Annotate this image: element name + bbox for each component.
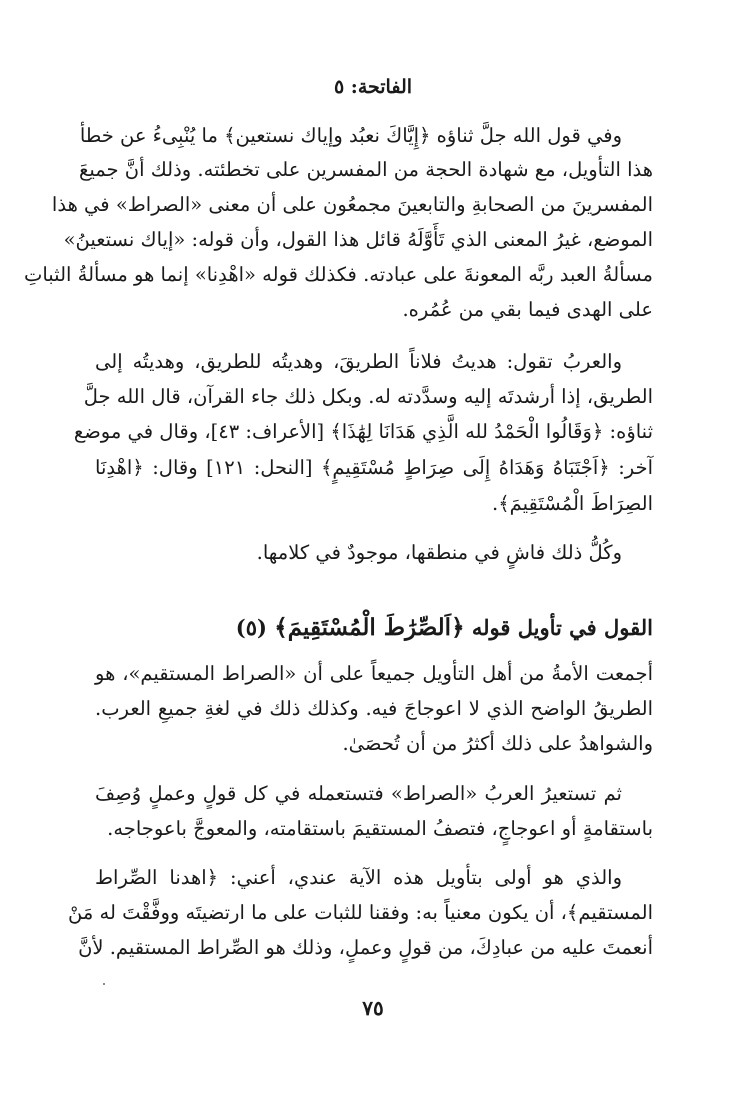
section-heading (236, 614, 653, 641)
text-line: الطريق، إذا أرشدتَه إليه وسدَّدته له. وبكل ذلك جاء القرآن، قال الله جلَّ (83, 385, 653, 408)
text-line: مسألةُ العبد ربَّه المعونةَ على عبادته. فكذلك قوله «اهْدِنا» إنما هو مسألةُ الثباتِ (24, 263, 653, 286)
text-line: والذي هو أولى بتأويل هذه الآية عندي، أعني: ﴿اهدنا الصِّراط (95, 866, 622, 889)
print-speck (103, 983, 105, 985)
heading-quran-text: ﴿اَلصِّرَٰطَ الْمُسْتَقِيمَ﴾ (274, 614, 465, 641)
text-line: وكُلُّ ذلك فاشٍ في منطقها، موجودٌ في كلامها. (256, 541, 622, 564)
text-line: المفسرينَ من الصحابةِ والتابعينَ مجمعُون على أن معنى «الصراط» في هذا (51, 193, 653, 216)
text-line: والشواهدُ على ذلك أكثرُ من أن تُحصَىٰ. (342, 732, 653, 755)
text-line: ثناؤه: ﴿وَقَالُوا الْحَمْدُ لله الَّذِي هَدَانَا لِهَٰذَا﴾ [الأعراف: ٤٣]، وقال في موضع (73, 420, 653, 443)
text-line: باستقامةٍ أو اعوجاجٍ، فتصفُ المستقيمَ باستقامته، والمعوجَّ باعوجاجه. (107, 817, 653, 840)
running-header: الفاتحة: ٥ (333, 76, 413, 98)
text-line: وفي قول الله جلَّ ثناؤه ﴿إِيَّاكَ نعبُد وإياك نستعين﴾ ما يُنْبِىءُ عن خطأ (79, 124, 622, 147)
text-line: والعربُ تقول: هديتُ فلاناً الطريقَ، وهديتُه للطريق، وهديتُه إلى (95, 350, 622, 373)
text-line: الطريقُ الواضح الذي لا اعوجاجَ فيه. وكذلك ذلك في لغةِ جميعِ العرب. (95, 697, 653, 720)
text-line: على الهدى فيما بقي من عُمُره. (402, 298, 653, 321)
text-line: الصِرَاطَ الْمُسْتَقِيمَ﴾. (492, 492, 653, 515)
text-line: المستقيم﴾، أن يكون معنياً به: وفقنا للثبات على ما ارتضيتَه ووفَّقْتَ له مَنْ (68, 901, 653, 924)
text-line: ثم تستعيرُ العربُ «الصراط» فتستعمله في كل قولٍ وعملٍ وُصِفَ (95, 782, 622, 805)
text-line: أنعمتَ عليه من عبادِكَ، من قولٍ وعملٍ، وذلك هو الصِّراط المستقيم. لأنَّ (78, 936, 653, 959)
text-line: الموضع، غيرُ المعنى الذي تَأَوَّلَهُ قائل هذا القول، وأن قوله: «إياك نستعينُ» (63, 228, 653, 251)
text-line: آخر: ﴿اَجْتَبَاهُ وَهَدَاهُ إِلَى صِرَاطٍ مُسْتَقِيمٍ﴾ [النحل: ١٢١] وقال: ﴿اهْدِنَا (95, 456, 653, 479)
text-line: هذا التأويل، مع شهادة الحجة من المفسرين على تخطئته. وذلك أنَّ جميعَ (79, 158, 653, 181)
heading-prefix: القول في تأويل قوله (471, 615, 653, 640)
text-line: أجمعت الأمةُ من أهل التأويل جميعاً على أن «الصراط المستقيم»، هو (95, 662, 653, 685)
page-number: ٧٥ (362, 996, 384, 1020)
heading-verse-number: (٥) (235, 615, 267, 640)
